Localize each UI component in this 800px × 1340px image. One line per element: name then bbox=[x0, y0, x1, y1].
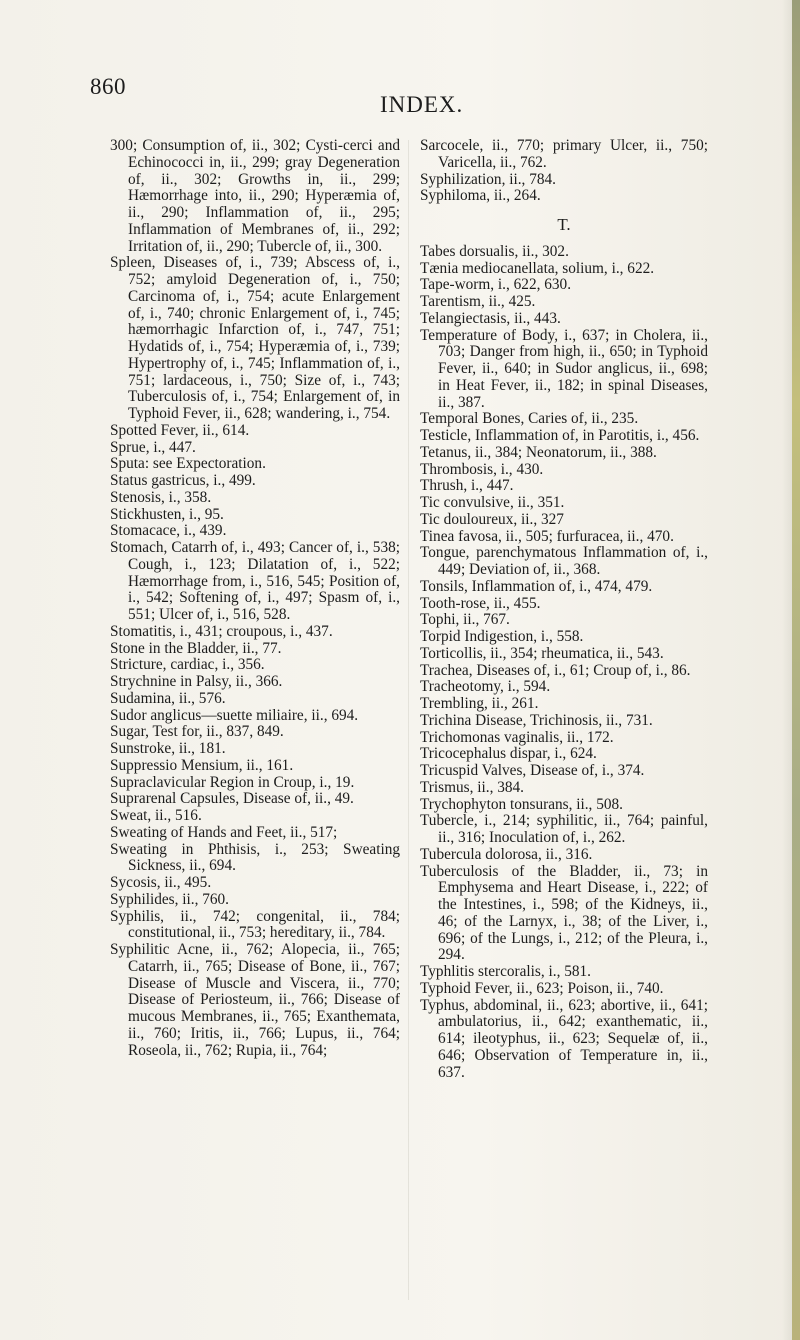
index-entry: Spleen, Diseases of, i., 739; Abscess of, i., 752; amyloid Degeneration of, i., 750; Carcinoma of, i., 754; acute Enlargement of, i., 740; chronic Enlargement of, i., 745; hæmorrhagic Infarction of, i., 747, 751; Hydatids of, i., 754; Hyperæmia of, i., 739; Hypertrophy of, i., 745; Inflammation of, i., 751; lardaceous, i., 750; Size of, i., 743; Tuberculosis of, i., 754; Enlargement of, in Typhoid Fever, ii., 628; wandering, i., 754. bbox=[110, 254, 400, 422]
index-entry: Tic douloureux, ii., 327 bbox=[420, 510, 564, 528]
index-entry: Telangiectasis, ii., 443. bbox=[420, 309, 561, 327]
index-entry: Status gastricus, i., 499. bbox=[110, 472, 256, 489]
index-entry: Trismus, ii., 384. bbox=[420, 778, 524, 796]
index-entry: Spotted Fever, ii., 614. bbox=[110, 421, 250, 439]
index-entry: Trichina Disease, Trichinosis, ii., 731. bbox=[420, 711, 653, 729]
index-entry: Sweat, ii., 516. bbox=[110, 807, 202, 824]
index-entry: Trachea, Diseases of, i., 61; Croup of, i., 86. bbox=[420, 661, 691, 679]
index-entry: Tricuspid Valves, Disease of, i., 374. bbox=[420, 762, 645, 779]
index-entry: Stomach, Catarrh of, i., 493; Cancer of, i., 538; Cough, i., 123; Dilatation of, i., 522; Hæmorrhage from, i., 516, 545; Position of, i., 542; Softening of, i., 497; Spasm of, i., 551; Ulcer of, i., 516, 528. bbox=[110, 539, 400, 623]
index-entry: Trichomonas vaginalis, ii., 172. bbox=[420, 728, 614, 746]
index-entry: Sweating of Hands and Feet, ii., 517; bbox=[110, 823, 338, 841]
index-entry: Sputa: see Expectoration. bbox=[110, 455, 266, 473]
index-entry: Suprarenal Capsules, Disease of, ii., 49. bbox=[110, 790, 354, 808]
index-entry: Tongue, parenchymatous Inflammation of, i., 449; Deviation of, ii., 368. bbox=[420, 544, 708, 578]
index-entry: Stomatitis, i., 431; croupous, i., 437. bbox=[110, 622, 333, 640]
index-entry: Sarcocele, ii., 770; primary Ulcer, ii., 750; Varicella, ii., 762. bbox=[420, 137, 708, 171]
index-entry: Testicle, Inflammation of, in Parotitis, i., 456. bbox=[420, 427, 700, 444]
right-column-t-entries bbox=[420, 244, 708, 1082]
index-entry: Trembling, ii., 261. bbox=[420, 695, 539, 712]
index-entry: Sunstroke, ii., 181. bbox=[110, 740, 226, 757]
index-entry: Tubercle, i., 214; syphilitic, ii., 764; painful, ii., 316; Inoculation of, i., 262. bbox=[420, 812, 708, 846]
index-entry: Stone in the Bladder, ii., 77. bbox=[110, 639, 282, 657]
index-entry: Stomacace, i., 439. bbox=[110, 522, 227, 540]
column-divider bbox=[408, 140, 409, 1300]
page-number: 860 bbox=[90, 74, 126, 99]
index-entry: Sudamina, ii., 576. bbox=[110, 689, 226, 707]
index-entry: Suppressio Mensium, ii., 161. bbox=[110, 756, 294, 774]
right-column-s-entries bbox=[420, 138, 708, 205]
index-entry: Tophi, ii., 767. bbox=[420, 611, 510, 629]
index-entry: Tonsils, Inflammation of, i., 474, 479. bbox=[420, 577, 653, 595]
index-entry: Temperature of Body, i., 637; in Cholera, ii., 703; Danger from high, ii., 650; in Typhoid Fever, ii., 640; in Sudor anglicus, ii., 698; in Heat Fever, ii., 182; in spinal Diseases, ii., 387. bbox=[420, 326, 708, 411]
index-entry: Syphilitic Acne, ii., 762; Alopecia, ii., 765; Catarrh, ii., 765; Disease of Bone, ii., 767; Disease of Muscle and Viscera, ii., 770; Disease of Periosteum, ii., 766; Disease of mucous Membranes, ii., 765; Exanthemata, ii., 760; Iritis, ii., 766; Lupus, ii., 764; Roseola, ii., 762; Rupia, ii., 764; bbox=[110, 941, 400, 1059]
index-entry: Trychophyton tonsurans, ii., 508. bbox=[420, 795, 623, 813]
index-entry: Thrombosis, i., 430. bbox=[420, 460, 544, 478]
index-entry: Syphilides, ii., 760. bbox=[110, 890, 229, 908]
index-entry: Sugar, Test for, ii., 837, 849. bbox=[110, 723, 284, 741]
index-entry: Tetanus, ii., 384; Neonatorum, ii., 388. bbox=[420, 443, 657, 461]
index-entry: Torticollis, ii., 354; rheumatica, ii., 543. bbox=[420, 644, 664, 662]
right-column bbox=[420, 138, 708, 1081]
binding-edge bbox=[792, 0, 800, 1340]
index-entry: Tracheotomy, i., 594. bbox=[420, 678, 551, 696]
index-entry: Typhoid Fever, ii., 623; Poison, ii., 740. bbox=[420, 979, 664, 997]
index-entry: Tooth-rose, ii., 455. bbox=[420, 594, 541, 612]
index-entry: Sweating in Phthisis, i., 253; Sweating Sickness, ii., 694. bbox=[110, 840, 400, 875]
index-entry: Tic convulsive, ii., 351. bbox=[420, 494, 565, 511]
index-entry: 300; Consumption of, ii., 302; Cysti-cerci and Echinococci in, ii., 299; gray Degeneration of, ii., 302; Growths in, ii., 299; Hæmorrhage into, ii., 290; Hyperæmia of, ii., 290; Inflammation of, ii., 295; Inflammation of Membranes of, ii., 292; Irritation of, ii., 290; Tubercle of, ii., 300. bbox=[110, 137, 400, 255]
index-entry: Sudor anglicus—suette miliaire, ii., 694. bbox=[110, 706, 359, 724]
running-head: INDEX. bbox=[380, 92, 464, 117]
index-entry: Sycosis, ii., 495. bbox=[110, 874, 212, 891]
index-entry: Stenosis, i., 358. bbox=[110, 488, 212, 506]
index-entry: Sprue, i., 447. bbox=[110, 438, 196, 456]
index-entry: Supraclavicular Region in Croup, i., 19. bbox=[110, 773, 355, 791]
index-entry: Thrush, i., 447. bbox=[420, 477, 514, 495]
index-entry: Stickhusten, i., 95. bbox=[110, 505, 224, 523]
index-entry: Tape-worm, i., 622, 630. bbox=[420, 276, 572, 294]
index-entry: Syphilis, ii., 742; congenital, ii., 784; constitutional, ii., 753; hereditary, ii., 784. bbox=[110, 907, 400, 942]
index-entry: Tricocephalus dispar, i., 624. bbox=[420, 745, 597, 763]
left-column bbox=[110, 138, 400, 1059]
index-entry: Tuberculosis of the Bladder, ii., 73; in Emphysema and Heart Disease, i., 222; of the Intestines, i., 598; of the Kidneys, ii., 46; of the Larnyx, i., 38; of the Liver, i., 696; of the Lungs, i., 212; of the Pleura, i., 294. bbox=[420, 862, 708, 964]
index-entry: Tarentism, ii., 425. bbox=[420, 293, 536, 310]
section-letter: T. bbox=[557, 215, 571, 234]
index-entry: Syphiloma, ii., 264. bbox=[420, 187, 541, 205]
index-entry: Typhlitis stercoralis, i., 581. bbox=[420, 963, 591, 980]
index-entry: Strychnine in Palsy, ii., 366. bbox=[110, 673, 283, 690]
index-entry: Tubercula dolorosa, ii., 316. bbox=[420, 845, 593, 863]
index-entry: Tabes dorsualis, ii., 302. bbox=[420, 242, 569, 260]
index-entry: Temporal Bones, Caries of, ii., 235. bbox=[420, 410, 639, 428]
index-entry: Typhus, abdominal, ii., 623; abortive, ii., 641; ambulatorius, ii., 642; exanthematic, ii., 614; ileotyphus, ii., 623; Sequelæ of, ii., 646; Observation of Temperature in, ii., 637. bbox=[420, 996, 708, 1081]
index-entry: Stricture, cardiac, i., 356. bbox=[110, 656, 265, 674]
index-entry: Torpid Indigestion, i., 558. bbox=[420, 628, 584, 645]
index-entry: Tænia mediocanellata, solium, i., 622. bbox=[420, 259, 655, 277]
index-entry: Syphilization, ii., 784. bbox=[420, 170, 556, 188]
index-entry: Tinea favosa, ii., 505; furfuracea, ii., 470. bbox=[420, 527, 674, 545]
